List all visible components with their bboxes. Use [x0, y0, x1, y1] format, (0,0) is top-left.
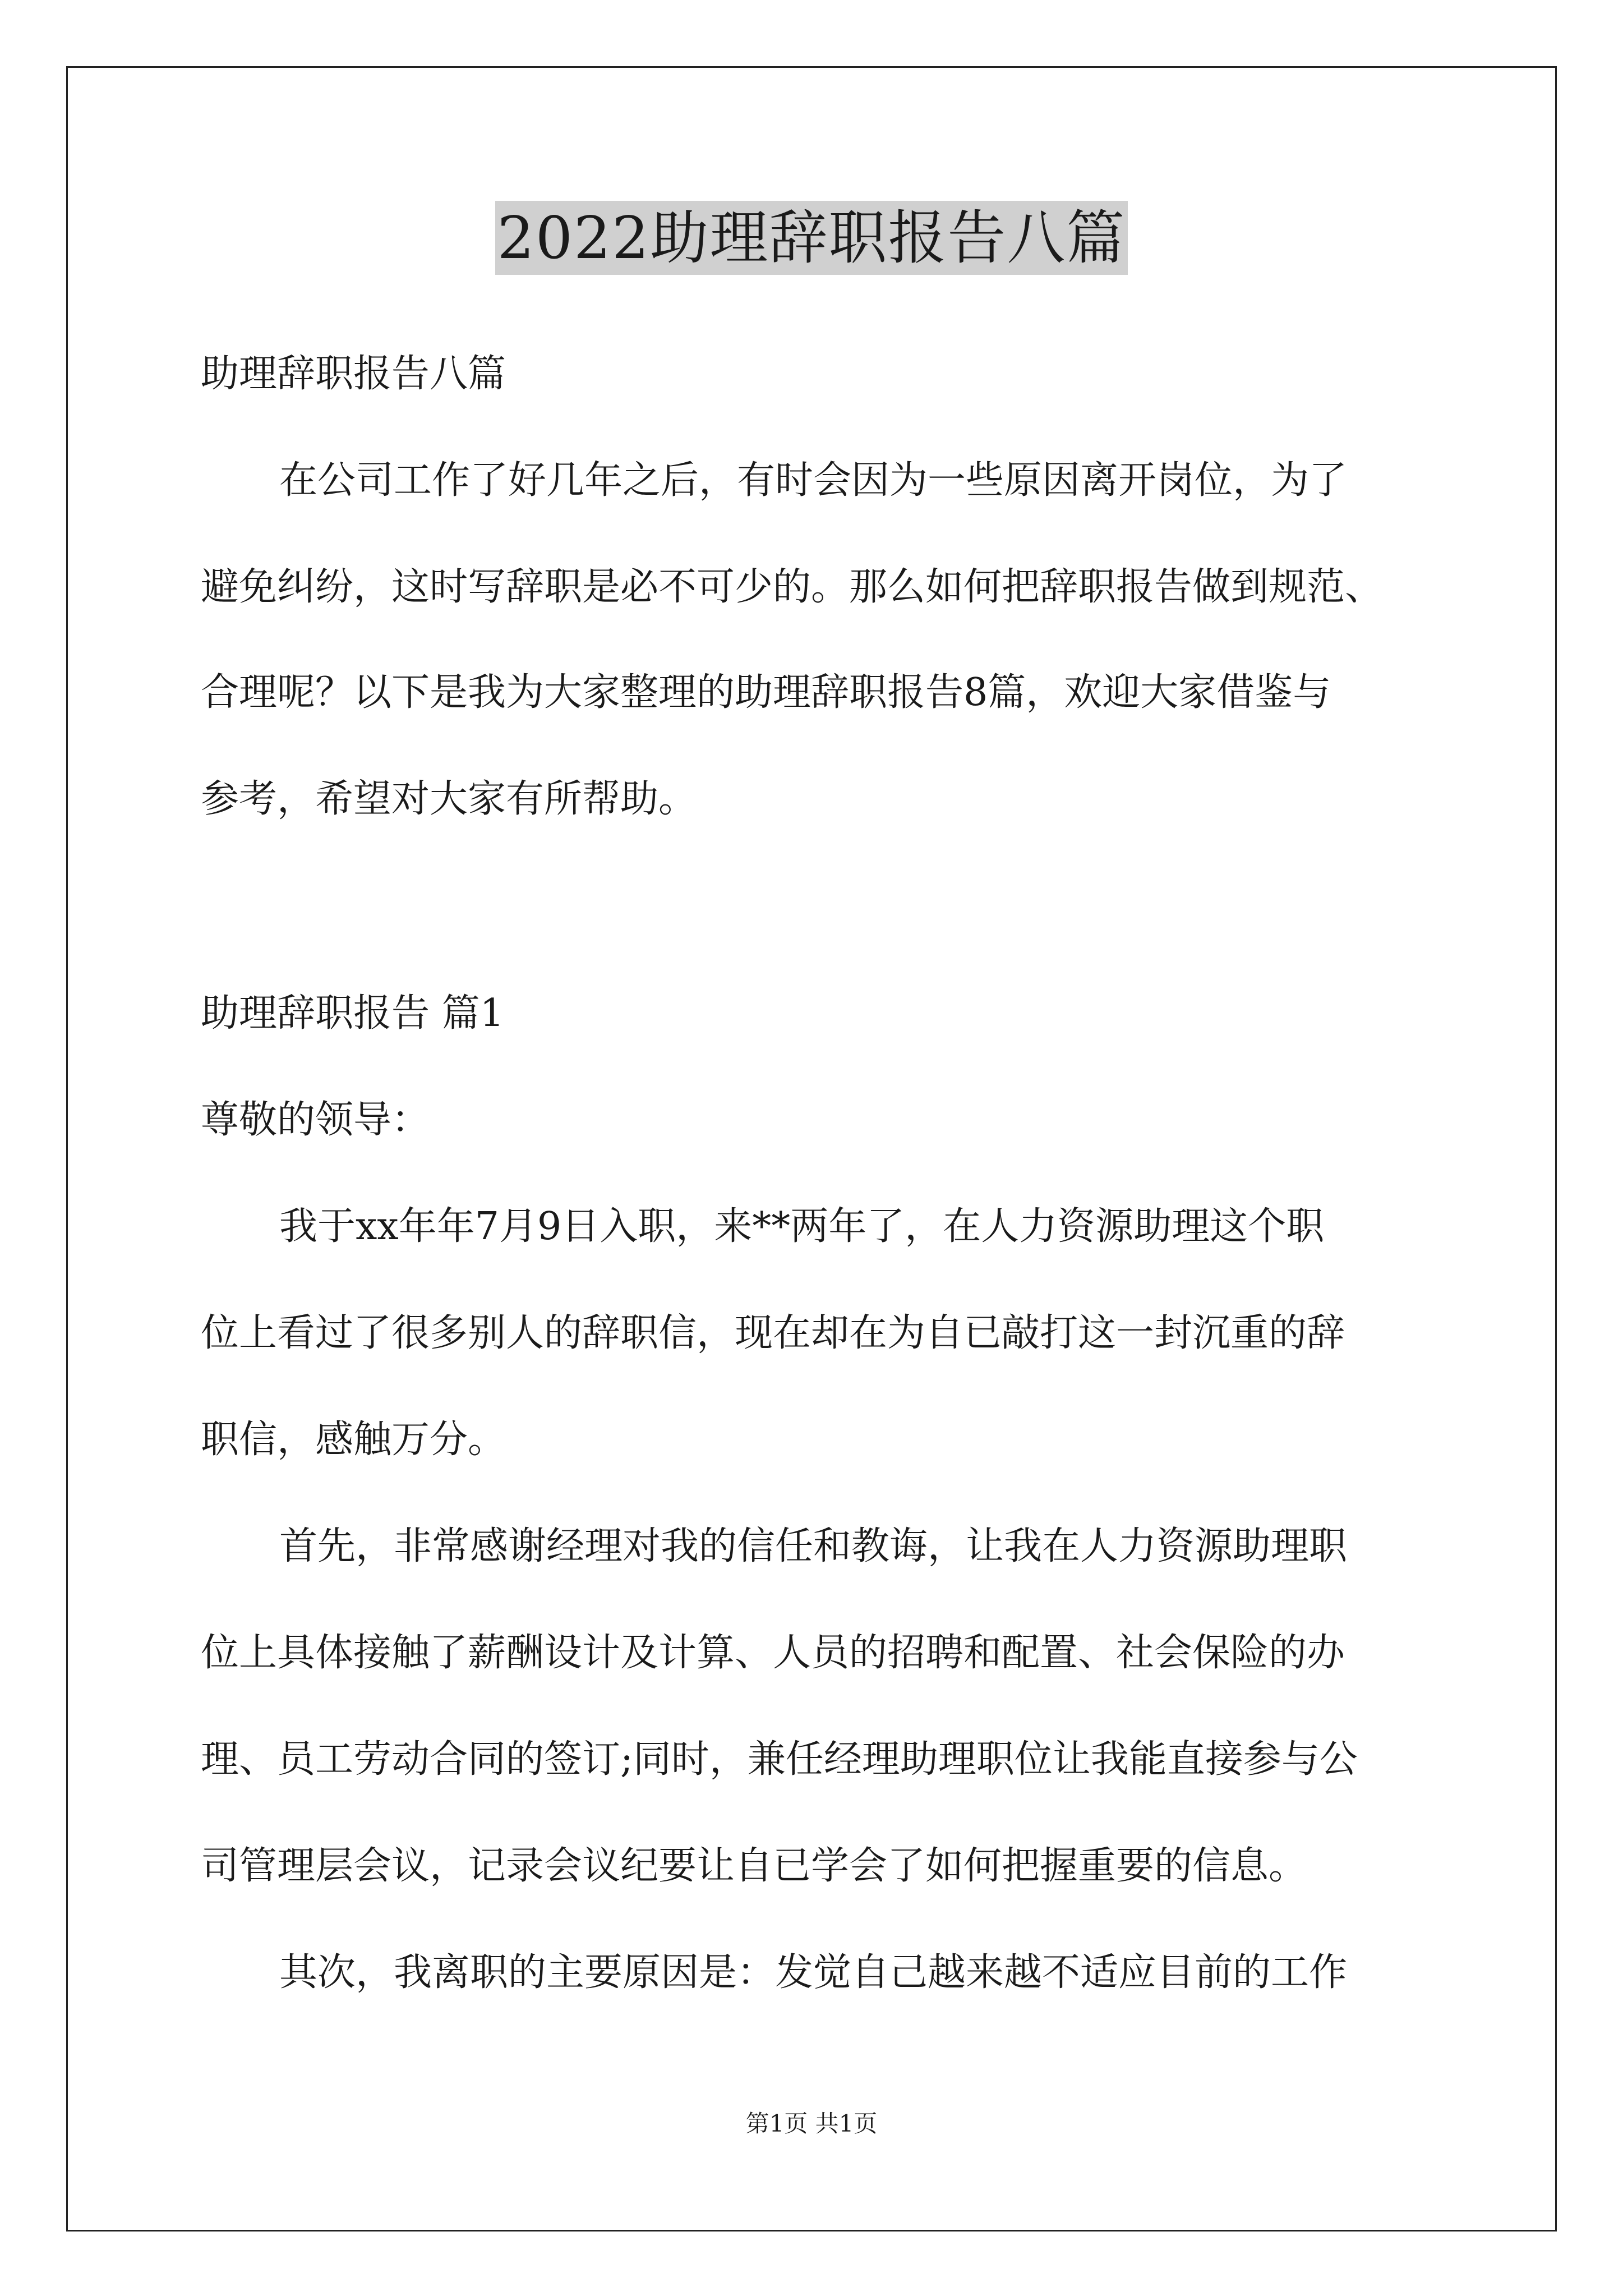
- intro-line-1: 在公司工作了好几年之后，有时会因为一些原因离开岗位，为了: [279, 458, 1348, 503]
- intro-line-4: 参考，希望对大家有所帮助。: [201, 777, 697, 821]
- document-title: 2022助理辞职报告八篇: [495, 201, 1128, 275]
- title-container: [0, 201, 1623, 275]
- page-footer: 第1页 共1页: [745, 2110, 878, 2137]
- document-subtitle: 助理辞职报告八篇: [201, 352, 506, 396]
- intro-line-3: 合理呢？以下是我为大家整理的助理辞职报告8篇，欢迎大家借鉴与: [201, 670, 1331, 715]
- para2-line-1: 首先，非常感谢经理对我的信任和教诲，让我在人力资源助理职: [279, 1524, 1348, 1568]
- intro-line-2: 避免纠纷，这时写辞职是必不可少的。那么如何把辞职报告做到规范、: [201, 565, 1384, 609]
- salutation: 尊敬的领导：: [201, 1098, 430, 1142]
- section-heading: 助理辞职报告 篇1: [201, 991, 504, 1036]
- para2-line-4: 司管理层会议，记录会议纪要让自已学会了如何把握重要的信息。: [201, 1844, 1307, 1888]
- para3-line-1: 其次，我离职的主要原因是：发觉自己越来越不适应目前的工作: [279, 1950, 1348, 1995]
- para2-line-3: 理、员工劳动合同的签订;同时，兼任经理助理职位让我能直接参与公: [201, 1737, 1358, 1782]
- para2-line-2: 位上具体接触了薪酬设计及计算、人员的招聘和配置、社会保险的办: [201, 1631, 1345, 1675]
- para1-line-1: 我于xx年年7月9日入职，来**两年了，在人力资源助理这个职: [279, 1204, 1325, 1249]
- para1-line-3: 职信，感触万分。: [201, 1418, 506, 1462]
- para1-line-2: 位上看过了很多别人的辞职信，现在却在为自已敲打这一封沉重的辞: [201, 1311, 1345, 1355]
